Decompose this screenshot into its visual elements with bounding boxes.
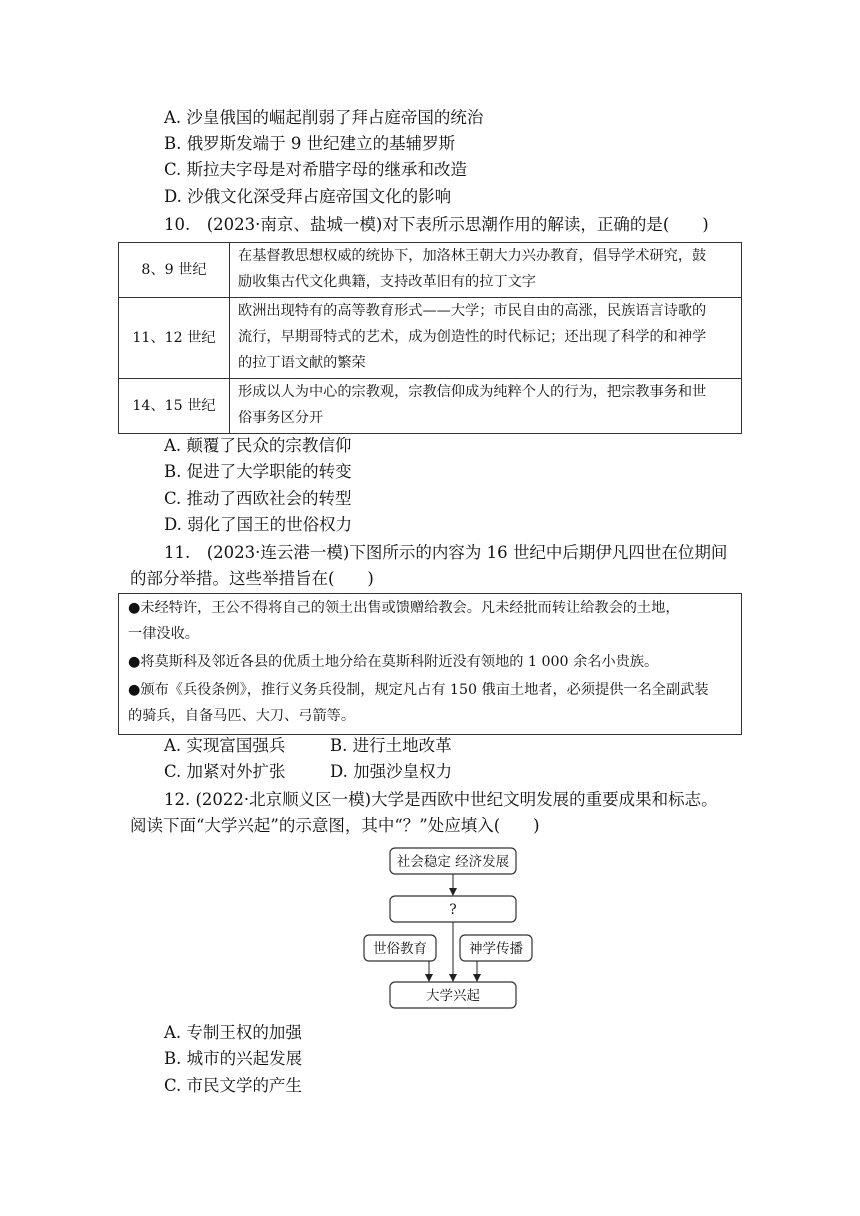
table-period-cell: 14、15 世纪 — [119, 379, 230, 434]
box-line: ●未经特许，王公不得将自己的领土出售或馈赠给教会。凡未经批而转让给教会的土地， — [128, 600, 680, 616]
table-period-cell: 11、12 世纪 — [119, 298, 230, 379]
q12-stem-line2: 阅读下面“大学兴起”的示意图，其中“？”处应填入( ) — [130, 816, 540, 835]
box-line: 的骑兵，自备马匹、大刀、弓箭等。 — [128, 708, 356, 724]
desc-line: 的拉丁语文献的繁荣 — [238, 355, 366, 371]
box-line: ●颁布《兵役条例》，推行义务兵役制，规定凡占有 150 俄亩土地者，必须提供一名全副武装 — [128, 682, 709, 698]
q11-option-c: C. 加紧对外扩张 — [164, 762, 286, 781]
q12-option-c: C. 市民文学的产生 — [164, 1076, 303, 1095]
box-line: ●将莫斯科及邻近各县的优质土地分给在莫斯科附近没有领地的 1 000 余名小贵族。 — [128, 654, 659, 670]
desc-line: 俗事务区分开 — [238, 410, 324, 426]
q12-option-b: B. 城市的兴起发展 — [164, 1049, 303, 1068]
diagram-left-label: 世俗教育 — [373, 941, 427, 957]
q9-option-a: A. 沙皇俄国的崛起削弱了拜占庭帝国的统治 — [164, 108, 484, 127]
diagram-top-label: 社会稳定 经济发展 — [396, 854, 510, 870]
q11-option-b: B. 进行土地改革 — [330, 736, 452, 755]
desc-line: 励收集古代文化典籍，支持改革旧有的拉丁文字 — [238, 274, 536, 290]
desc-line: 流行，早期哥特式的艺术，成为创造性的时代标记；还出现了科学的和神学 — [238, 329, 707, 345]
diagram-bottom-label: 大学兴起 — [426, 988, 480, 1004]
q12-option-a: A. 专制王权的加强 — [164, 1023, 302, 1042]
q11-stem-line1: 11. (2023·连云港一模)下图所示的内容为 16 世纪中后期伊凡四世在位期间 — [164, 543, 728, 562]
q10-stem: 10. (2023·南京、盐城一模)对下表所示思潮作用的解读，正确的是( ) — [164, 215, 709, 234]
q10-option-d: D. 弱化了国王的世俗权力 — [164, 515, 353, 534]
q9-option-b: B. 俄罗斯发端于 9 世纪建立的基辅罗斯 — [164, 134, 456, 153]
q11-stem-line2: 的部分举措。这些举措旨在( ) — [130, 569, 374, 588]
diagram-right-label: 神学传播 — [469, 941, 523, 957]
desc-line: 形成以人为中心的宗教观，宗教信仰成为纯粹个人的行为，把宗教事务和世 — [238, 384, 707, 400]
q11-option-d: D. 加强沙皇权力 — [330, 762, 453, 781]
q9-option-c: C. 斯拉夫字母是对希腊字母的继承和改造 — [164, 160, 468, 179]
q12-stem-line1: 12. (2022·北京顺义区一模)大学是西欧中世纪文明发展的重要成果和标志。 — [164, 790, 718, 809]
table-period-cell: 8、9 世纪 — [119, 243, 230, 298]
q11-option-a: A. 实现富国强兵 — [164, 736, 286, 755]
desc-line: 欧洲出现特有的高等教育形式——大学；市民自由的高涨，民族语言诗歌的 — [238, 303, 707, 319]
q9-option-d: D. 沙俄文化深受拜占庭帝国文化的影响 — [164, 187, 452, 206]
box-line: 一律没收。 — [128, 626, 199, 642]
desc-line: 在基督教思想权威的统协下，加洛林王朝大力兴办教育，倡导学术研究，鼓 — [238, 248, 707, 264]
q10-option-c: C. 推动了西欧社会的转型 — [164, 489, 352, 508]
diagram-question-label: ? — [449, 902, 457, 918]
q10-option-a: A. 颠覆了民众的宗教信仰 — [164, 436, 352, 455]
q10-option-b: B. 促进了大学职能的转变 — [164, 462, 352, 481]
